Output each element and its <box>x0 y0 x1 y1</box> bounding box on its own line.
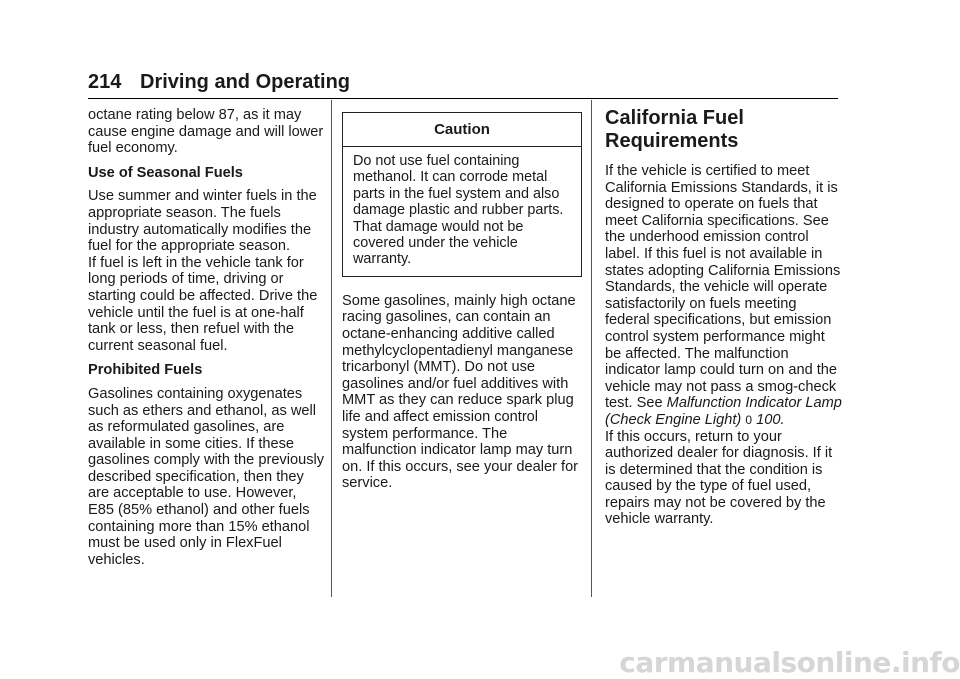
paragraph: If fuel is left in the vehicle tank for long periods of time, driving or starting could be affected. Drive the vehicle until the fuel is at one-half tank or less, then refuel with the current seasonal fuel. <box>88 254 318 354</box>
page-number: 214 <box>88 71 122 93</box>
column-left <box>88 107 326 568</box>
paragraph: octane rating below 87, as it may cause engine damage and will lower fuel economy. <box>88 107 324 157</box>
paragraph: Gasolines containing oxygenates such as ethers and ethanol, as well as reformulated gasolines, are available in some cities. If these gasolines comply with the previously described specification, then they are acceptable to use. However, E85 (85% ethanol) and other fuels containing more than 15% ethanol must be used only in FlexFuel vehicles. <box>88 385 325 568</box>
page-reference-arrow-icon: 0 <box>745 412 753 427</box>
column-divider-1 <box>331 100 332 597</box>
column-right <box>605 107 845 528</box>
subheading-prohibited-fuels: Prohibited Fuels <box>88 362 203 379</box>
paragraph-text: If the vehicle is certified to meet California Emissions Standards, it is designed to operate on fuels that meet California specifications. See the underhood emission control label. If this fuel is not available in states adopting California Emissions Standards, the vehicle will operate satisfactorily on fuels meeting federal specifications, but emission control system performance might be affected. The malfunction indicator lamp could turn on and the vehicle may not pass a smog-check test. See <box>605 163 841 412</box>
section-heading-california: California Fuel Requirements <box>605 107 744 152</box>
paragraph: If this occurs, return to your authorized dealer for diagnosis. If it is determined that the condition is caused by the type of fuel used, repairs may not be covered by the vehicle warranty. <box>605 428 833 528</box>
paragraph: Use summer and winter fuels in the appropriate season. The fuels industry automatically modifies the fuel for the appropriate season. <box>88 188 317 255</box>
header-rule <box>88 98 838 99</box>
paragraph <box>605 163 845 429</box>
caution-box <box>342 112 582 277</box>
watermark: carmanualsonline.info <box>619 646 960 679</box>
caution-text: Do not use fuel containing methanol. It can corrode metal parts in the fuel system and also damage plastic and rubber parts. That damage would not be covered under the vehicle warranty. <box>353 153 564 268</box>
column-divider-2 <box>591 100 592 597</box>
column-middle <box>342 107 582 492</box>
paragraph: Some gasolines, mainly high octane racing gasolines, can contain an octane-enhancing additive called methylcyclopentadienyl manganese tricarbonyl (MMT). Do not use gasolines and/or fuel additives with MMT as they can reduce spark plug life and affect emission control system performance. The malfunction indicator lamp may turn on. If this occurs, see your dealer for service. <box>342 292 579 492</box>
caution-title: Caution <box>343 113 581 147</box>
page-header <box>88 70 838 98</box>
section-title: Driving and Operating <box>140 71 351 93</box>
page-reference-number[interactable]: 100. <box>756 411 785 428</box>
subheading-seasonal-fuels: Use of Seasonal Fuels <box>88 164 243 181</box>
cross-reference-link[interactable]: Malfunction Indicator Lamp (Check Engine Light) <box>605 395 842 428</box>
